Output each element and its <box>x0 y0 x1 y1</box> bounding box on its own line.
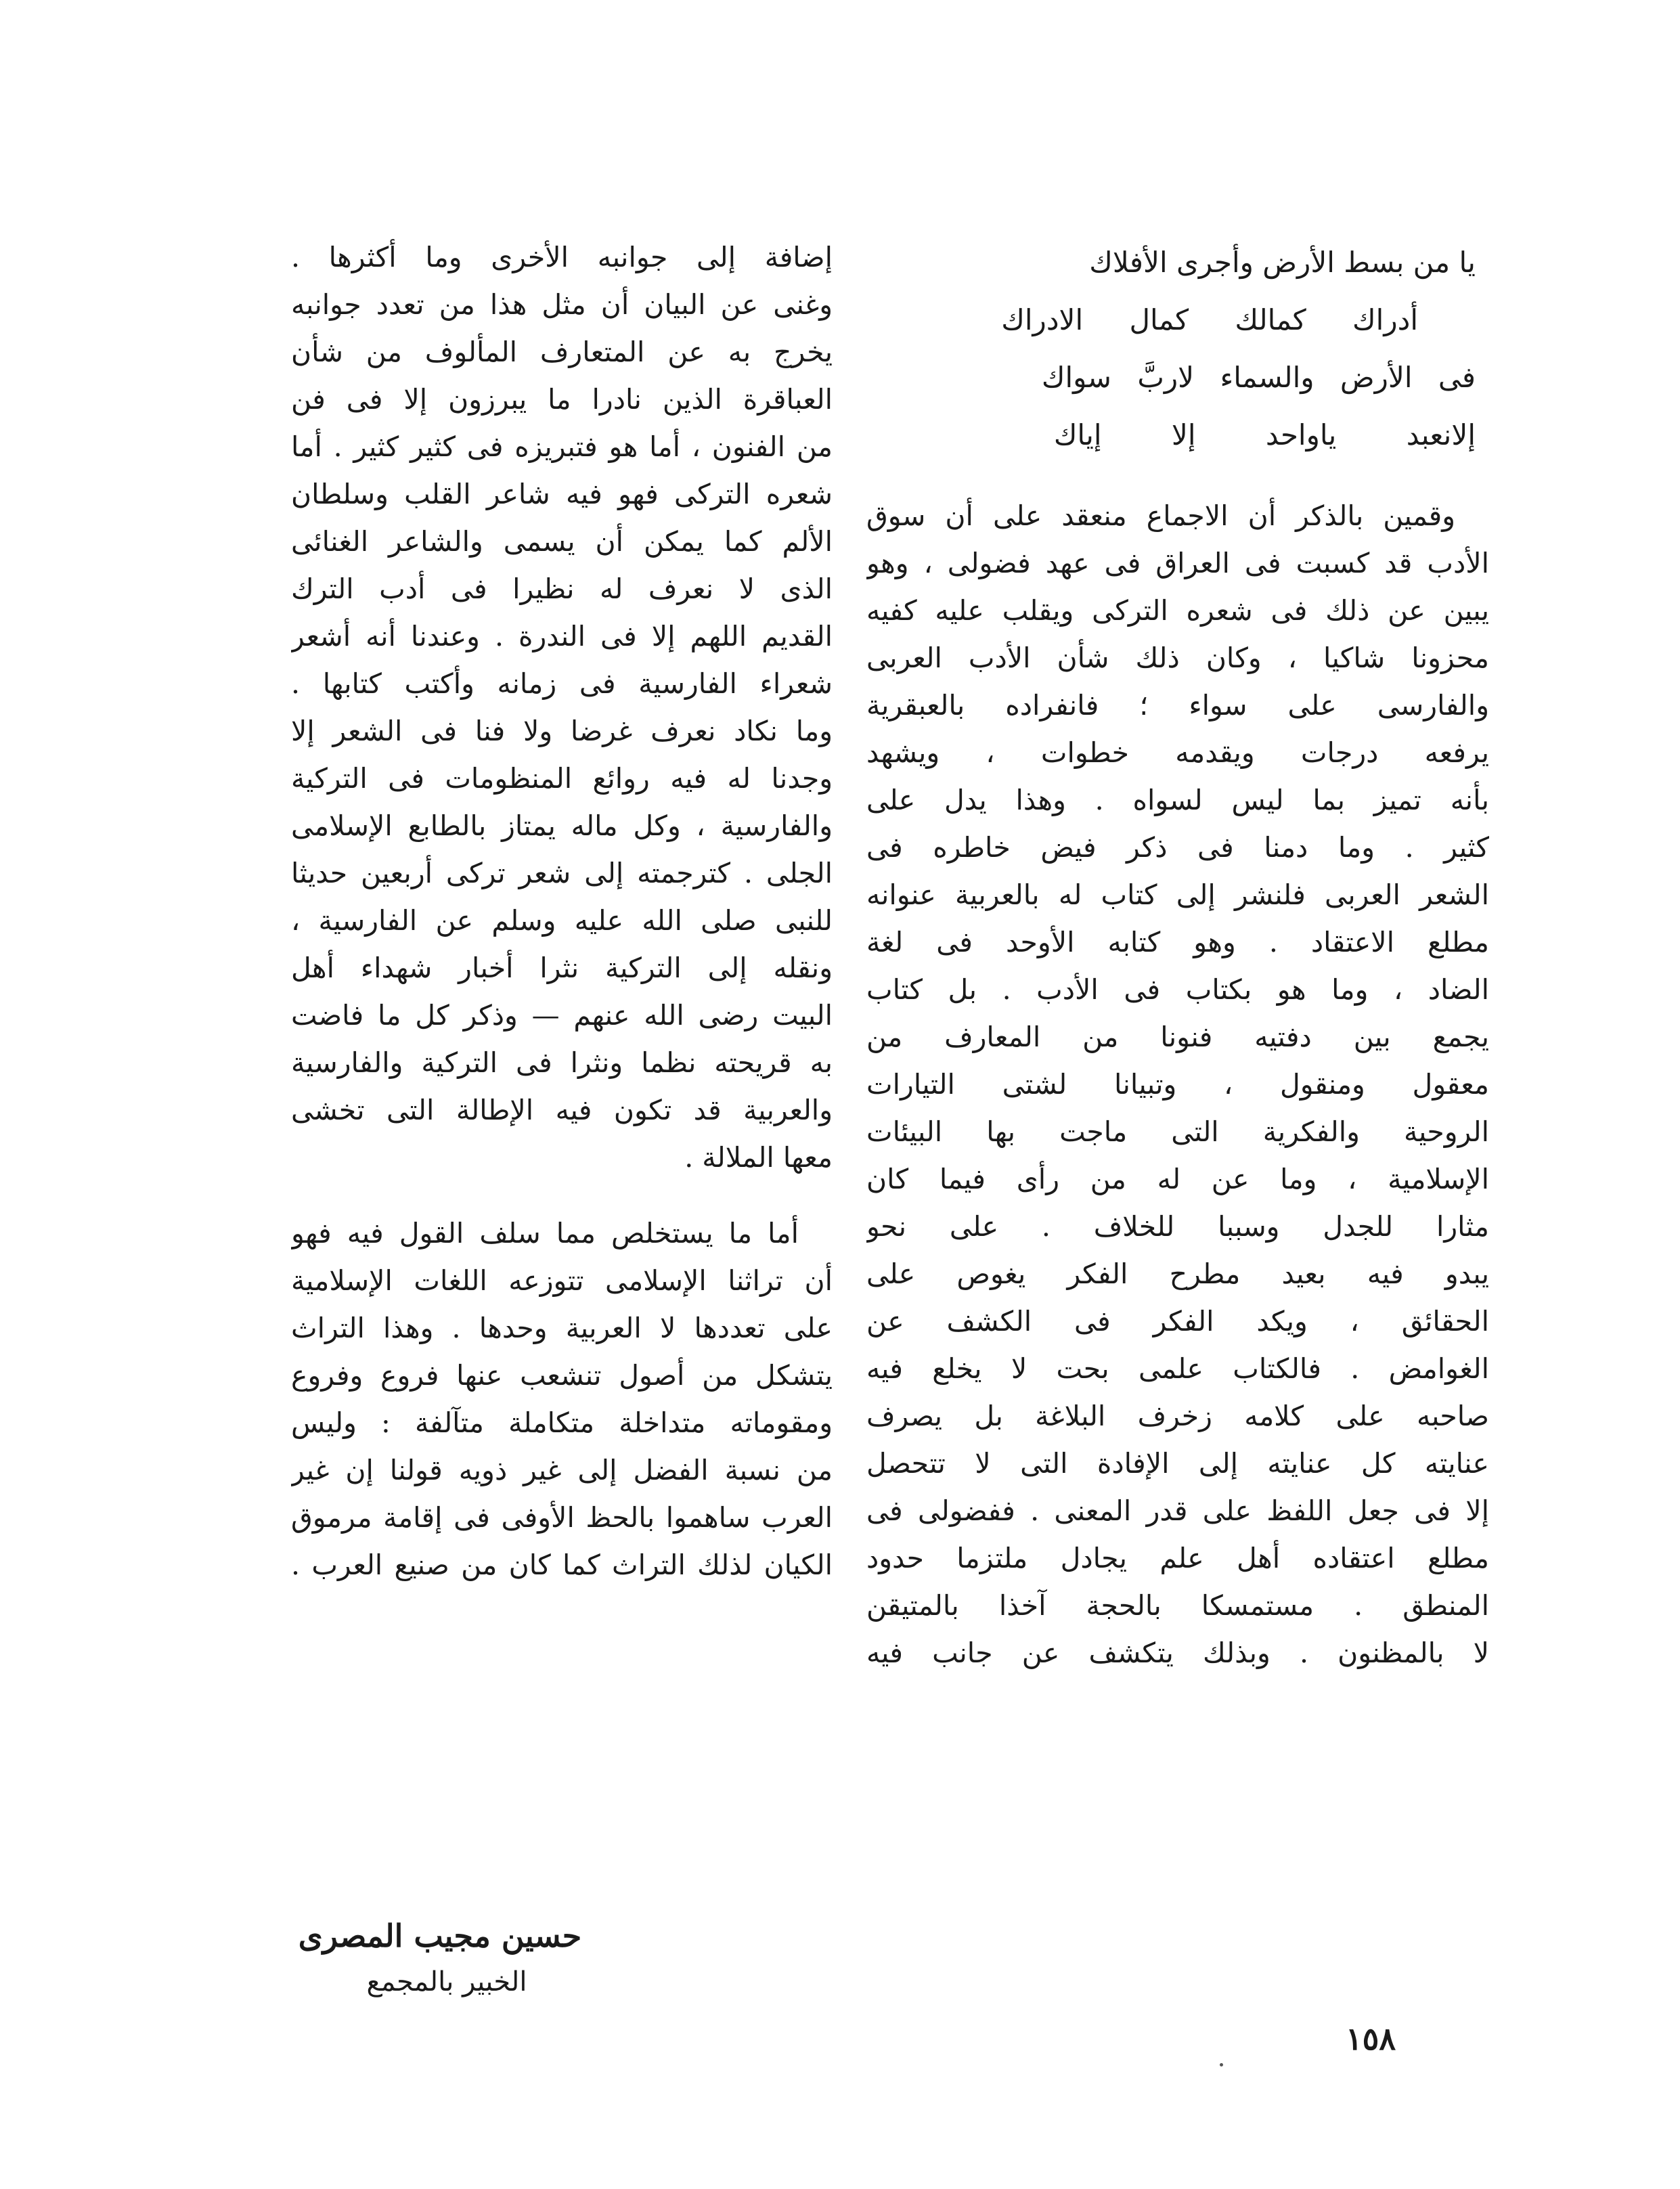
author-signature: حسين مجيب المصرى <box>298 1918 582 1954</box>
text-line: الضاد ، وما هو بكتاب فى الأدب . بل كتاب <box>866 973 1489 1006</box>
text-line: الكيان لذلك التراث كما كان من صنيع العرب . <box>291 1549 833 1581</box>
text-line: وغنى عن البيان أن مثل هذا من تعدد جوانبه <box>291 288 833 321</box>
text-line: محزونا شاكيا ، وكان ذلك شأن الأدب العربى <box>866 642 1489 674</box>
text-line: على تعددها لا العربية وحدها . وهذا التراث <box>291 1312 833 1344</box>
text-line: الروحية والفكرية التى ماجت بها البيئات <box>866 1115 1489 1148</box>
text-line: إضافة إلى جوانبه الأخرى وما أكثرها . <box>291 241 833 273</box>
verse-line: إلانعبد ياواحد إلا إياك <box>1053 418 1476 451</box>
text-line: الحقائق ، ويكد الفكر فى الكشف عن <box>866 1305 1489 1337</box>
text-line: يخرج به عن المتعارف المألوف من شأن <box>291 336 833 368</box>
text-line: ومقوماته متداخلة متكاملة متآلفة : وليس <box>291 1407 833 1439</box>
author-role: الخبير بالمجمع <box>366 1966 527 1997</box>
right-column <box>866 234 1489 1677</box>
text-line: يرفعه درجات ويقدمه خطوات ، ويشهد <box>866 736 1489 769</box>
text-line: معقول ومنقول ، وتبيانا لشتى التيارات <box>866 1068 1489 1101</box>
text-line: العباقرة الذين نادرا ما يبرزون إلا فى فن <box>291 383 833 416</box>
text-line: إلا فى جعل اللفظ على قدر المعنى . ففضولى فى <box>866 1495 1489 1527</box>
text-line: يبين عن ذلك فى شعره التركى ويقلب عليه كفيه <box>866 594 1489 627</box>
verse-line: فى الأرض والسماء لاربَّ سواك <box>1041 361 1476 394</box>
text-line: معها الملالة . <box>684 1141 833 1174</box>
text-line: والفارسية ، وكل ماله يمتاز بالطابع الإسلامى <box>291 810 833 842</box>
scan-speck <box>1220 2063 1223 2066</box>
text-line: الغوامض . فالكتاب علمى بحت لا يخلع فيه <box>866 1352 1489 1385</box>
text-line: شعراء الفارسية فى زمانه وأكتب كتابها . <box>291 667 833 700</box>
text-line: أما ما يستخلص مما سلف القول فيه فهو <box>291 1217 799 1250</box>
text-line: الجلى . كترجمته إلى شعر تركى أربعين حديثا <box>291 857 833 889</box>
text-line: والعربية قد تكون فيه الإطالة التى تخشى <box>291 1094 833 1126</box>
text-line: بأنه تميز بما ليس لسواه . وهذا يدل على <box>866 784 1489 816</box>
page-number: ١٥٨ <box>1345 2020 1396 2057</box>
text-line: الألم كما يمكن أن يسمى والشاعر الغنائى <box>291 525 833 558</box>
text-line: المنطق . مستمسكا بالحجة آخذا بالمتيقن <box>866 1589 1489 1622</box>
text-line: للنبى صلى الله عليه وسلم عن الفارسية ، <box>291 904 833 937</box>
text-line: لا بالمظنون . وبذلك يتكشف عن جانب فيه <box>866 1637 1489 1669</box>
text-line: به قريحته نظما ونثرا فى التركية والفارسية <box>291 1046 833 1079</box>
text-line: من الفنون ، أما هو فتبريزه فى كثير كثير . أما <box>291 430 833 463</box>
text-line: الإسلامية ، وما عن له من رأى فيما كان <box>866 1163 1489 1195</box>
text-line: والفارسى على سواء ؛ فانفراده بالعبقرية <box>866 689 1489 722</box>
verse-line: أدراك كمالك كمال الادراك <box>1001 303 1418 336</box>
text-line: صاحبه على كلامه زخرف البلاغة بل يصرف <box>866 1400 1489 1432</box>
text-line: البيت رضى الله عنهم — وذكر كل ما فاضت <box>291 999 833 1032</box>
left-column <box>291 234 833 1589</box>
text-line: ونقله إلى التركية نثرا أخبار شهداء أهل <box>291 952 833 984</box>
text-line: يبدو فيه بعيد مطرح الفكر يغوص على <box>866 1258 1489 1290</box>
text-line: أن تراثنا الإسلامى تتوزعه اللغات الإسلامية <box>291 1264 833 1297</box>
text-line: عنايته كل عنايته إلى الإفادة التى لا تتحصل <box>866 1447 1489 1480</box>
text-line: كثير . وما دمنا فى ذكر فيض خاطره فى <box>866 831 1489 864</box>
text-line: شعره التركى فهو فيه شاعر القلب وسلطان <box>291 478 833 510</box>
text-line: وقمين بالذكر أن الاجماع منعقد على أن سوق <box>866 500 1455 532</box>
text-line: مطلع الاعتقاد . وهو كتابه الأوحد فى لغة <box>866 926 1489 958</box>
text-line: القديم اللهم إلا فى الندرة . وعندنا أنه أشعر <box>291 620 833 653</box>
text-line: العرب ساهموا بالحظ الأوفى فى إقامة مرموق <box>291 1501 833 1534</box>
text-line: من نسبة الفضل إلى غير ذويه قولنا إن غير <box>291 1454 833 1486</box>
text-line: الذى لا نعرف له نظيرا فى أدب الترك <box>291 573 833 605</box>
text-line: وما نكاد نعرف غرضا ولا فنا فى الشعر إلا <box>291 715 833 747</box>
text-line: وجدنا له فيه روائع المنظومات فى التركية <box>291 762 833 795</box>
text-line: الشعر العربى فلنشر إلى كتاب له بالعربية عنوانه <box>866 879 1489 911</box>
text-line: الأدب قد كسبت فى العراق فى عهد فضولى ، وهو <box>866 547 1489 579</box>
text-line: مثارا للجدل وسببا للخلاف . على نحو <box>866 1210 1489 1243</box>
verse-line: يا من بسط الأرض وأجرى الأفلاك <box>1089 246 1476 279</box>
text-line: يجمع بين دفتيه فنونا من المعارف من <box>866 1021 1489 1053</box>
text-line: مطلع اعتقاده أهل علم يجادل ملتزما حدود <box>866 1542 1489 1574</box>
text-line: يتشكل من أصول تنشعب عنها فروع وفروع <box>291 1359 833 1392</box>
